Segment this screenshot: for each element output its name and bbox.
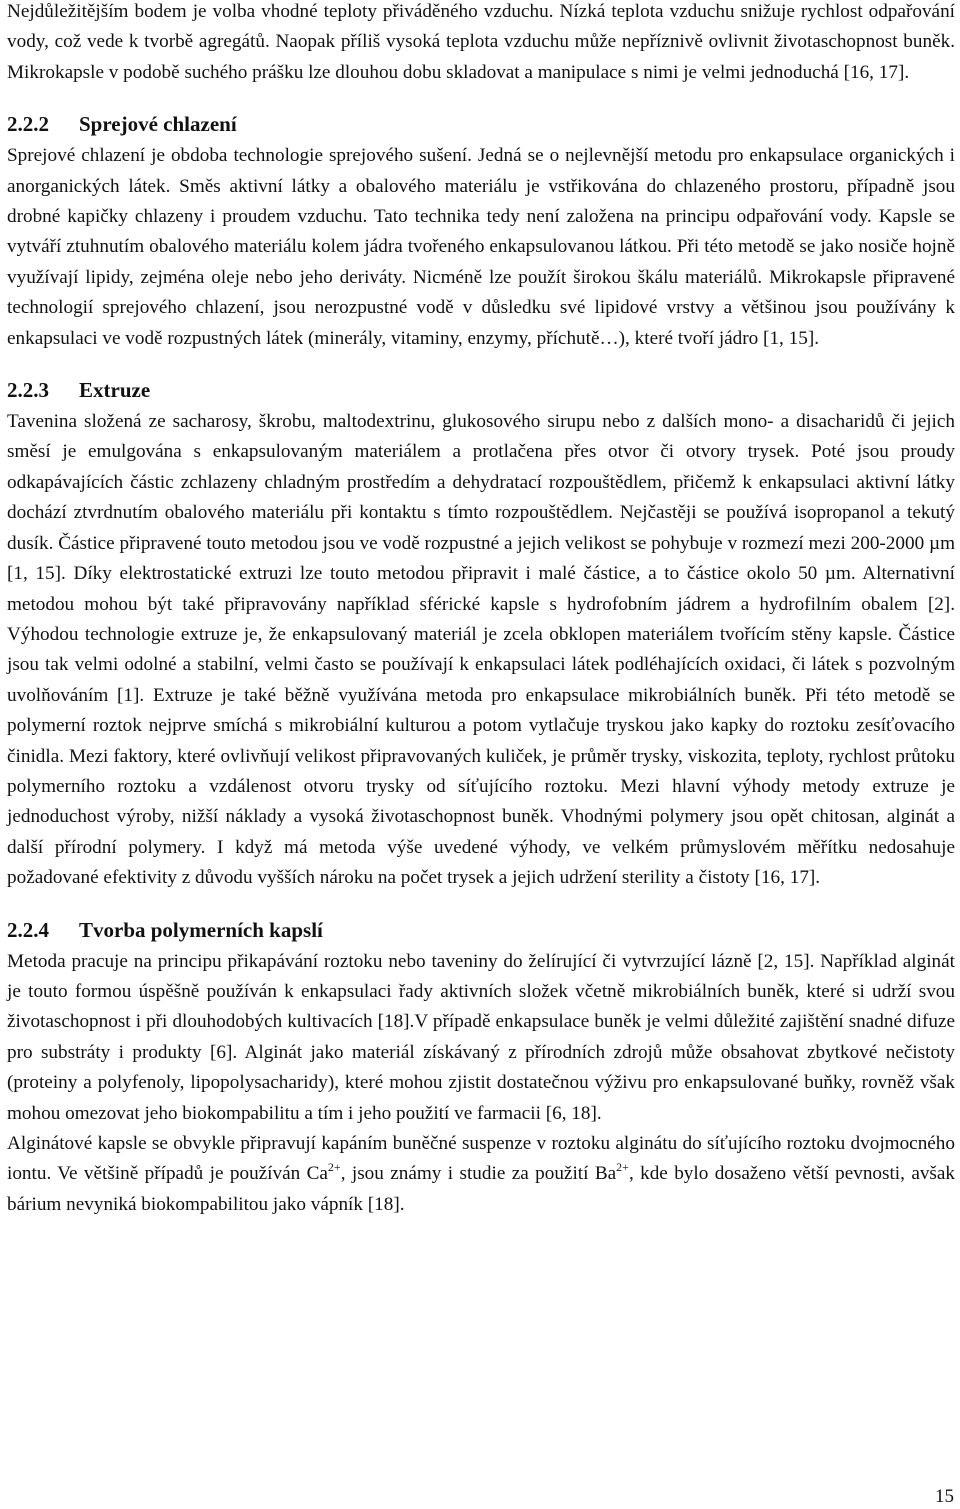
section-title: Sprejové chlazení (79, 112, 237, 137)
section-2-2-2-paragraph: Sprejové chlazení je obdoba technologie sprejového sušení. Jedná se o nejlevnější metodu pro enkapsulace organických i anorganických látek. Směs aktivní látky a obalového materiálu je vstřikována do chlazeného prostoru, případně jsou drobné kapičky chlazeny i proudem vzduchu. Tato technika tedy není založena na principu odpařování vody. Kapsle se vytváří ztuhnutím obalového materiálu kolem jádra tvořeného enkapsulovanou látkou. Při této metodě se jako nosiče hojně využívají lipidy, zejména oleje nebo jeho deriváty. Nicméně lze použít širokou škálu materiálů. Mikrokapsle připravené technologií sprejového chlazení, jsou nerozpustné vodě v důsledku své lipidové vrstvy a většinou jsou používány k enkapsulaci ve vodě rozpustných látek (minerály, vitaminy, enzymy, příchutě…), které tvoří jádro [1, 15]. (7, 145, 955, 349)
ion-charge-superscript: 2+ (327, 1160, 341, 1175)
section-heading-2-2-4 (7, 915, 955, 945)
intro-paragraph: Nejdůležitějším bodem je volba vhodné teploty přiváděného vzduchu. Nízká teplota vzduchu snižuje rychlost odpařování vody, což vede k tvorbě agregátů. Naopak příliš vysoká teplota vzduchu může nepříznivě ovlivnit životaschopnost buněk. Mikrokapsle v podobě suchého prášku lze dlouhou dobu skladovat a manipulace s nimi je velmi jednoduchá [16, 17]. (7, 1, 955, 83)
page-number: 15 (935, 1486, 954, 1507)
paragraph-text: Alginátové kapsle se obvykle připravují kapáním buněčné suspenze v roztoku alginátu do síťujícího roztoku dvojmocného iontu. Ve většině případů je používán Ca (7, 1133, 955, 1185)
section-number: 2.2.4 (7, 917, 49, 942)
paragraph-text: , kde bylo dosaženo větší pevnosti, avšak bárium nevyniká biokompabilitou jako vápník [18]. (7, 1163, 956, 1215)
section-heading-2-2-3 (7, 375, 955, 405)
ion-charge-superscript: 2+ (616, 1160, 629, 1175)
section-number: 2.2.2 (7, 112, 49, 137)
section-2-2-4-paragraph-2 (7, 1129, 955, 1220)
document-page (7, 0, 955, 1220)
section-title: Extruze (79, 378, 151, 403)
section-title: Tvorba polymerních kapslí (79, 917, 323, 942)
section-2-2-4-paragraph-1: Metoda pracuje na principu přikapávání roztoku nebo taveniny do želírující či vytvrzující lázně [2, 15]. Například alginát je touto formou úspěšně používán k enkapsulaci řady aktivních složek včetně mikrobiálních buněk, které si udrží svou životaschopnost i při dlouhodobých kultivacích [18].V případě enkapsulace buněk je velmi důležité zajištění snadné difuze pro substráty i produkty [6]. Alginát jako materiál získávaný z přírodních zdrojů může obsahovat zbytkové nečistoty (proteiny a polyfenoly, lipopolysacharidy), které mohou zjistit dostatečnou výživu pro enkapsulované buňky, rovněž však mohou omezovat jeho biokompabilitu a tím i jeho použití ve farmacii [6, 18]. (7, 950, 955, 1124)
section-number: 2.2.3 (7, 378, 49, 403)
section-heading-2-2-2 (7, 109, 955, 139)
paragraph-text: , jsou známy i studie za použití Ba (340, 1163, 617, 1185)
section-2-2-3-paragraph: Tavenina složená ze sacharosy, škrobu, maltodextrinu, glukosového sirupu nebo z dalších mono- a disacharidů či jejich směsí je emulgována s enkapsulovaným materiálem a protlačena přes otvor či otvory trysek. Poté jsou proudy odkapávajících částic zchlazeny chladným prostředím a dehydratací rozpouštědlem, přičemž k enkapsulaci aktivní látky dochází ztvrdnutím obalového materiálu při kontaktu s tímto rozpouštědlem. Nejčastěji se používá isopropanol a tekutý dusík. Částice připravené touto metodou jsou ve vodě rozpustné a jejich velikost se pohybuje v rozmezí mezi 200-2000 µm [1, 15]. Díky elektrostatické extruzi lze touto metodou připravit i malé částice, a to částice okolo 50 µm. Alternativní metodou mohou být také připravovány například sférické kapsle s hydrofobním jádrem a hydrofilním obalem [2]. Výhodou technologie extruze je, že enkapsulovaný materiál je zcela obklopen materiálem tvořícím stěny kapsle. Částice jsou tak velmi odolné a stabilní, velmi často se používají k enkapsulaci látek podléhajících oxidaci, či látek s pozvolným uvolňováním [1]. Extruze je také běžně využívána metoda pro enkapsulace mikrobiálních buněk. Při této metodě se polymerní roztok nejprve smíchá s mikrobiální kulturou a potom vytlačuje tryskou jako kapky do roztoku zesíťovacího činidla. Mezi faktory, které ovlivňují velikost připravovaných kuliček, je průměr trysky, viskozita, teploty, rychlost průtoku polymerního roztoku a vzdálenost otvoru trysky od síťujícího roztoku. Mezi hlavní výhody metody extruze je jednoduchost výroby, nižší náklady a vysoká životaschopnost buněk. Vhodnými polymery jsou opět chitosan, alginát a další přírodní polymery. I když má metoda výše uvedené výhody, ve velkém průmyslovém měřítku nedosahuje požadované efektivity z důvodu vyšších nároku na počet trysek a jejich udržení sterility a čistoty [16, 17]. (7, 411, 955, 889)
